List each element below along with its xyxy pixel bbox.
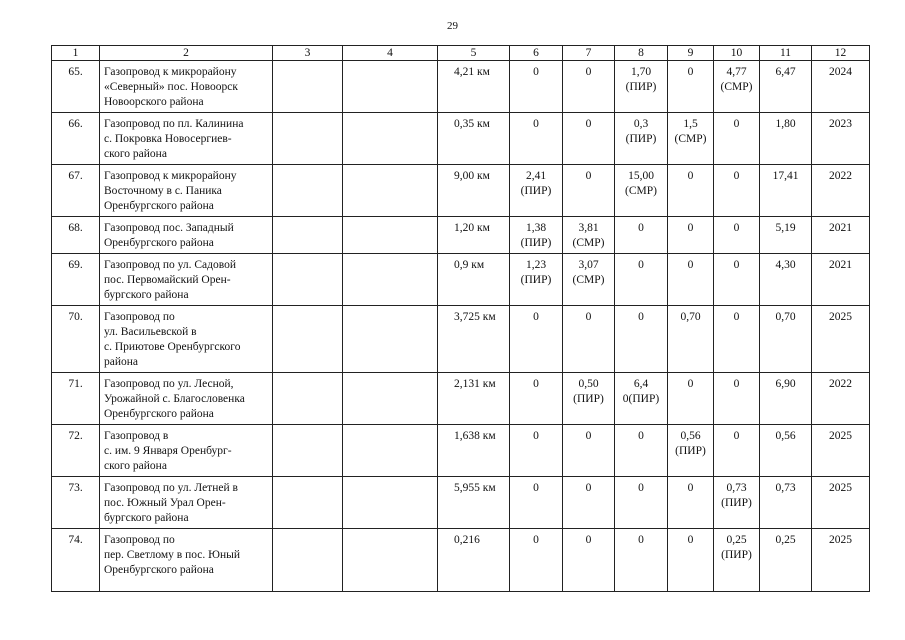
object-name-cell [100,61,273,113]
total-cell: 17,41 [760,165,812,217]
column-7-cell [563,306,615,373]
object-name-cell-line: бургского района [104,289,189,301]
column-9-cell-line: 0 [687,482,694,494]
object-name-cell-line: пос. Первомайский Орен- [104,274,231,286]
column-8-cell-line: 1,70 [630,66,652,78]
column-9-cell-line: 0 [687,222,694,234]
column-6-cell-line: 0 [533,534,539,546]
column-6-cell-line: (ПИР) [520,237,552,249]
row-number-cell: 72. [52,425,100,477]
column-7-cell [563,217,615,254]
row-number-cell: 65. [52,61,100,113]
object-name-cell [100,113,273,165]
column-7-cell [563,373,615,425]
length-cell: 1,20 км [438,217,510,254]
row-number-cell: 70. [52,306,100,373]
column-3-cell [273,306,343,373]
object-name-cell-line: Урожайной с. Благословенка [104,393,245,405]
column-9-cell [668,113,714,165]
total-cell: 1,80 [760,113,812,165]
column-3-cell [273,113,343,165]
column-8-cell-line: 0 [638,534,644,546]
column-7-cell-line: 0 [585,170,592,182]
column-9-cell-line: 0 [687,66,694,78]
column-10-cell-line: (СМР) [720,81,753,93]
column-8-cell [615,254,668,306]
column-6-cell [510,113,563,165]
object-name-cell [100,165,273,217]
page-number: 29 [447,20,458,32]
column-7-cell [563,254,615,306]
column-6-cell-line: 1,38 [525,222,547,234]
column-7-cell-line: 0 [585,430,592,442]
length-cell: 0,35 км [438,113,510,165]
column-7-cell [563,425,615,477]
column-number-row [52,46,870,61]
column-4-cell [343,306,438,373]
year-cell: 2025 [812,306,870,373]
total-cell: 6,90 [760,373,812,425]
column-7-cell-line: 0 [585,534,592,546]
column-header: 5 [438,46,510,61]
length-cell: 9,00 км [438,165,510,217]
object-name-cell-line: ул. Васильевской в [104,326,197,338]
column-6-cell-line: 0 [533,430,539,442]
column-8-cell [615,529,668,592]
column-8-cell-line: 0 [638,311,644,323]
object-name-cell [100,306,273,373]
column-8-cell-line: (ПИР) [625,81,657,93]
object-name-cell-line: Газопровод к микрорайону [104,170,237,182]
column-10-cell-line: 0,73 [726,482,747,494]
table-row [52,477,870,529]
column-header: 8 [615,46,668,61]
column-header: 4 [343,46,438,61]
column-8-cell-line: 0 [638,430,644,442]
total-cell: 0,25 [760,529,812,592]
column-6-cell [510,165,563,217]
column-10-cell-line: (ПИР) [721,497,752,509]
table-row [52,113,870,165]
column-7-cell-line: 0,50 [578,378,599,390]
column-4-cell [343,165,438,217]
column-7-cell-line: 0 [585,118,592,130]
column-7-cell [563,477,615,529]
row-number-cell: 66. [52,113,100,165]
total-cell: 0,70 [760,306,812,373]
table-row [52,254,870,306]
year-cell: 2025 [812,425,870,477]
column-10-cell [714,306,760,373]
column-7-cell [563,529,615,592]
object-name-cell-line: ского района [104,148,167,160]
table-row [52,373,870,425]
object-name-cell-line: Оренбургского района [104,408,214,420]
object-name-cell-line: Оренбургского района [104,564,214,576]
column-8-cell [615,373,668,425]
column-header: 2 [100,46,273,61]
column-7-cell-line: (СМР) [572,274,605,286]
column-9-cell [668,254,714,306]
total-cell: 0,73 [760,477,812,529]
length-cell: 5,955 км [438,477,510,529]
column-6-cell-line: 2,41 [525,170,547,182]
row-number-cell: 73. [52,477,100,529]
column-6-cell [510,425,563,477]
column-4-cell [343,254,438,306]
column-9-cell [668,425,714,477]
column-10-cell-line: 0 [733,430,740,442]
column-7-cell-line: 3,07 [578,259,599,271]
column-7-cell [563,113,615,165]
object-name-cell-line: Газопровод в [104,430,169,442]
row-number-cell: 71. [52,373,100,425]
column-8-cell [615,217,668,254]
object-name-cell-line: Газопровод по ул. Садовой [104,259,236,271]
total-cell: 6,47 [760,61,812,113]
column-6-cell [510,373,563,425]
column-8-cell-line: (СМР) [625,185,657,197]
column-8-cell [615,425,668,477]
table-row [52,61,870,113]
year-cell: 2022 [812,165,870,217]
column-10-cell [714,529,760,592]
column-9-cell-line: 1,5 [683,118,698,130]
column-10-cell [714,477,760,529]
length-cell: 4,21 км [438,61,510,113]
table-row [52,529,870,592]
column-10-cell-line: 0 [733,311,740,323]
column-9-cell-line: 0,56 [680,430,701,442]
year-cell: 2023 [812,113,870,165]
column-header: 1 [52,46,100,61]
column-6-cell [510,217,563,254]
column-6-cell [510,306,563,373]
object-name-cell-line: Оренбургского района [104,237,214,249]
column-header: 10 [714,46,760,61]
column-9-cell [668,529,714,592]
object-name-cell-line: пос. Южный Урал Орен- [104,497,226,509]
column-6-cell-line: 0 [533,66,539,78]
column-8-cell-line: 0 [638,482,644,494]
table-row [52,217,870,254]
table-row [52,306,870,373]
column-8-cell-line: (ПИР) [625,133,657,145]
total-cell: 4,30 [760,254,812,306]
length-cell: 1,638 км [438,425,510,477]
object-name-cell-line: Газопровод по ул. Лесной, [104,378,234,390]
object-name-cell-line: Оренбургского района [104,200,214,212]
column-9-cell [668,477,714,529]
column-6-cell-line: 0 [533,482,539,494]
column-10-cell-line: 0,25 [726,534,747,546]
column-10-cell-line: 0 [733,222,740,234]
object-name-cell-line: Газопровод по пл. Калинина [104,118,244,130]
column-7-cell-line: 0 [585,311,592,323]
object-name-cell [100,477,273,529]
object-name-cell-line: Газопровод по [104,534,175,546]
year-cell: 2024 [812,61,870,113]
column-8-cell-line: 6,4 [633,378,649,390]
column-4-cell [343,61,438,113]
column-8-cell-line: 0 [638,259,644,271]
column-9-cell-line: 0 [687,170,694,182]
table-row [52,165,870,217]
column-9-cell [668,306,714,373]
object-name-cell [100,373,273,425]
gas-pipeline-table [51,45,870,592]
row-number-cell: 67. [52,165,100,217]
object-name-cell-line: с. Приютове Оренбургского [104,341,241,353]
column-7-cell-line: 0 [585,66,592,78]
row-number-cell: 68. [52,217,100,254]
object-name-cell-line: Газопровод к микрорайону [104,66,237,78]
object-name-cell-line: с. Покровка Новосергиев- [104,133,232,145]
column-8-cell-line: 0(ПИР) [622,393,660,405]
column-4-cell [343,373,438,425]
column-10-cell [714,373,760,425]
column-3-cell [273,477,343,529]
column-3-cell [273,425,343,477]
column-3-cell [273,165,343,217]
object-name-cell-line: Восточному в с. Паника [104,185,222,197]
column-4-cell [343,217,438,254]
length-cell: 0,9 км [438,254,510,306]
object-name-cell-line: Новоорского района [104,96,204,108]
column-3-cell [273,254,343,306]
year-cell: 2025 [812,529,870,592]
column-9-cell-line: 0 [687,378,694,390]
column-8-cell [615,165,668,217]
column-3-cell [273,217,343,254]
object-name-cell-line: ского района [104,460,167,472]
column-7-cell [563,61,615,113]
object-name-cell [100,217,273,254]
object-name-cell [100,529,273,592]
column-4-cell [343,529,438,592]
year-cell: 2021 [812,217,870,254]
column-10-cell-line: 0 [733,118,740,130]
column-10-cell-line: (ПИР) [721,549,752,561]
column-4-cell [343,425,438,477]
column-9-cell [668,217,714,254]
column-7-cell [563,165,615,217]
year-cell: 2022 [812,373,870,425]
year-cell: 2021 [812,254,870,306]
length-cell: 0,216 [438,529,510,592]
column-9-cell [668,165,714,217]
column-9-cell-line: 0 [687,534,694,546]
column-4-cell [343,477,438,529]
column-6-cell-line: (ПИР) [520,274,552,286]
row-number-cell: 74. [52,529,100,592]
column-6-cell-line: 1,23 [525,259,547,271]
column-3-cell [273,373,343,425]
table-row [52,425,870,477]
column-6-cell [510,529,563,592]
column-6-cell [510,254,563,306]
column-10-cell [714,425,760,477]
length-cell: 2,131 км [438,373,510,425]
object-name-cell-line: бургского района [104,512,189,524]
column-6-cell-line: 0 [533,311,539,323]
column-header: 11 [760,46,812,61]
object-name-cell [100,254,273,306]
column-7-cell-line: (ПИР) [573,393,604,405]
column-6-cell-line: 0 [533,378,539,390]
column-7-cell-line: (СМР) [572,237,605,249]
column-10-cell [714,254,760,306]
object-name-cell [100,425,273,477]
column-8-cell [615,113,668,165]
column-header: 3 [273,46,343,61]
column-3-cell [273,61,343,113]
column-7-cell-line: 0 [585,482,592,494]
column-10-cell [714,113,760,165]
column-header: 6 [510,46,563,61]
column-9-cell-line: 0 [687,259,694,271]
object-name-cell-line: с. им. 9 Января Оренбург- [104,445,232,457]
column-8-cell-line: 0 [638,222,644,234]
column-7-cell-line: 3,81 [578,222,599,234]
object-name-cell-line: Газопровод по ул. Летней в [104,482,238,494]
object-name-cell-line: Газопровод пос. Западный [104,222,234,234]
year-cell: 2025 [812,477,870,529]
length-cell: 3,725 км [438,306,510,373]
column-9-cell-line: (СМР) [674,133,707,145]
column-10-cell-line: 4,77 [726,66,747,78]
object-name-cell-line: «Северный» пос. Новоорск [104,81,238,93]
column-8-cell-line: 0,3 [633,118,649,130]
object-name-cell-line: пер. Светлому в пос. Юный [104,549,241,561]
column-10-cell [714,165,760,217]
column-10-cell-line: 0 [733,259,740,271]
column-10-cell [714,217,760,254]
column-10-cell [714,61,760,113]
column-8-cell [615,477,668,529]
total-cell: 5,19 [760,217,812,254]
column-header: 9 [668,46,714,61]
column-10-cell-line: 0 [733,170,740,182]
object-name-cell-line: Газопровод по [104,311,175,323]
column-header: 12 [812,46,870,61]
column-header: 7 [563,46,615,61]
column-8-cell-line: 15,00 [628,170,654,182]
column-9-cell-line: 0,70 [680,311,701,323]
total-cell: 0,56 [760,425,812,477]
column-9-cell [668,373,714,425]
column-8-cell [615,61,668,113]
column-9-cell [668,61,714,113]
row-number-cell: 69. [52,254,100,306]
column-6-cell-line: 0 [533,118,539,130]
column-6-cell [510,477,563,529]
column-3-cell [273,529,343,592]
column-4-cell [343,113,438,165]
column-6-cell [510,61,563,113]
object-name-cell-line: района [104,356,139,368]
column-9-cell-line: (ПИР) [675,445,706,457]
column-6-cell-line: (ПИР) [520,185,552,197]
column-10-cell-line: 0 [733,378,740,390]
column-8-cell [615,306,668,373]
